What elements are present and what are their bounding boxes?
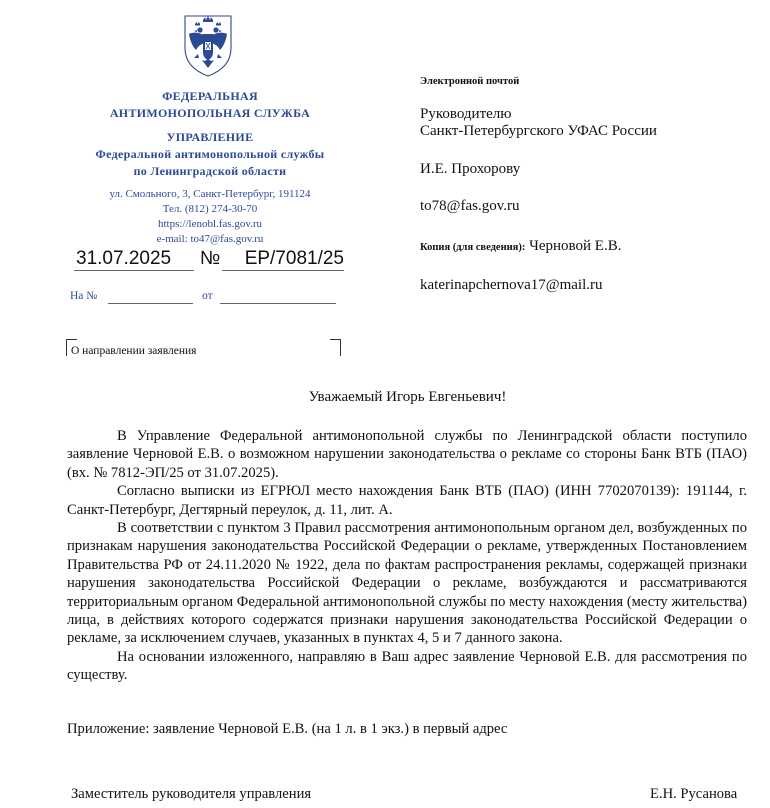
subject-line: О направлении заявления — [71, 345, 197, 357]
recipient-line1: Руководителю — [420, 106, 512, 122]
reply-from-label: от — [202, 290, 213, 302]
number-sign: № — [200, 248, 221, 269]
address: ул. Смольного, 3, Санкт-Петербург, 191124 — [109, 188, 311, 200]
recipient-email[interactable]: to78@fas.gov.ru — [420, 198, 520, 214]
subject-bracket-right — [330, 339, 341, 356]
email-link[interactable]: e-mail: to47@fas.gov.ru — [156, 233, 264, 245]
paragraph: В Управление Федеральной антимонопольной службы по Ленинградской области поступило заявление Черновой Е.В. о возможном нарушении законодательства о рекламе со стороны Банк ВТБ (ПАО) (вх. № 7812-ЭП/25 от 31.07.2025). — [67, 428, 747, 481]
department-line1: УПРАВЛЕНИЕ — [166, 130, 254, 144]
department-line3: по Ленинградской области — [133, 164, 287, 178]
copy-name: Черновой Е.В. — [529, 238, 622, 254]
reply-date-line — [220, 303, 336, 304]
letter-body — [67, 427, 747, 685]
reply-number-line — [108, 303, 193, 304]
coat-of-arms-emblem — [181, 12, 235, 78]
signer-title: Заместитель руководителя управления — [71, 786, 312, 802]
agency-line1: ФЕДЕРАЛЬНАЯ — [162, 89, 258, 103]
agency-line2: АНТИМОНОПОЛЬНАЯ СЛУЖБА — [109, 106, 311, 120]
copy-email[interactable]: katerinapchernova17@mail.ru — [420, 277, 603, 293]
attachment-note: Приложение: заявление Черновой Е.В. (на 1 л. в 1 экз.) в первый адрес — [67, 721, 508, 737]
reply-to-label: На № — [70, 290, 98, 302]
copy-label: Копия (для сведения): — [420, 242, 526, 253]
recipient-line2: Санкт-Петербургского УФАС России — [420, 123, 657, 139]
paragraph: Согласно выписки из ЕГРЮЛ место нахождения Банк ВТБ (ПАО) (ИНН 7702070139): 191144, г. Санкт-Петербург, Дегтярный переулок, д. 11, лит. А. — [67, 483, 747, 518]
copy-line — [420, 238, 621, 255]
contact-block — [60, 187, 360, 247]
signer-name: Е.Н. Русанова — [650, 786, 738, 802]
salutation: Уважаемый Игорь Евгеньевич! — [308, 389, 507, 405]
delivery-method: Электронной почтой — [420, 76, 520, 87]
website-link[interactable]: https://lenobl.fas.gov.ru — [157, 218, 263, 230]
paragraph: На основании изложенного, направляю в Ваш адрес заявление Черновой Е.В. для рассмотрения по существу. — [67, 648, 747, 684]
agency-name — [60, 88, 360, 122]
department-line2: Федеральной антимонопольной службы — [95, 147, 325, 161]
department-name — [60, 129, 360, 180]
document-date: 31.07.2025 — [74, 248, 194, 271]
phone: Тел. (812) 274-30-70 — [162, 203, 258, 215]
document-number: ЕР/7081/25 — [222, 248, 344, 271]
recipient-name: И.Е. Прохорову — [420, 161, 521, 177]
paragraph: В соответствии с пунктом 3 Правил рассмотрения антимонопольным органом дел, возбужденных по признакам нарушения законодательства Российской Федерации о рекламе, утвержденных Постановлением Правительства РФ от 24.11.2020 № 1922, дела по фактам распространения рекламы, содержащей признаки нарушения законодательства Российской Федерации о рекламе, возбуждаются и рассматриваются территориальным органом Федеральной антимонопольной службы по месту нахождения (месту жительства) лица, в действиях которого содержатся признаки нарушения законодательства Российской Федерации о рекламе, за исключением случаев, указанных в пунктах 4, 5 и 7 данного закона. — [67, 520, 747, 647]
